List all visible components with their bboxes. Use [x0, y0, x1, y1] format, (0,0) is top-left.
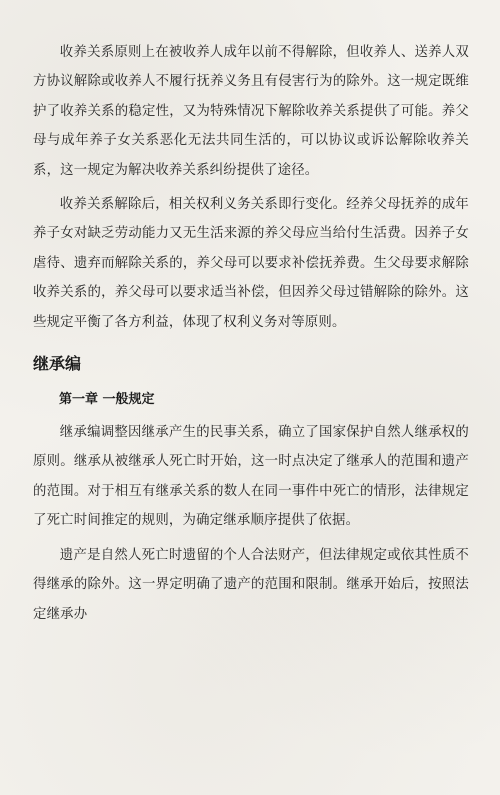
section-title: 继承编	[33, 354, 82, 374]
paragraph-estate-definition: 遗产是自然人死亡时遗留的个人合法财产，但法律规定或依其性质不得继承的除外。这一界定明确了遗产的范围和限制。继承开始后，按照法定继承办	[33, 547, 469, 622]
chapter-title: 第一章 一般规定	[59, 392, 155, 408]
paragraph-adoption-dissolution: 收养关系原则上在被收养人成年以前不得解除，但收养人、送养人双方协议解除或收养人不履行抚养义务且有侵害行为的除外。这一规定既维护了收养关系的稳定性，又为特殊情况下解除收养关系提供了可能。养父母与成年养子女关系恶化无法共同生活的，可以协议或诉讼解除收养关系，这一规定为解决收养关系纠纷提供了途径。	[33, 45, 469, 178]
paragraph-adoption-consequences: 收养关系解除后，相关权利义务关系即行变化。经养父母抚养的成年养子女对缺乏劳动能力又无生活来源的养父母应当给付生活费。因养子女虐待、遗弃而解除关系的，养父母可以要求补偿抚养费。生父母要求解除收养关系的，养父母可以要求适当补偿，但因养父母过错解除的除外。这些规定平衡了各方利益，体现了权利义务对等原则。	[33, 197, 469, 330]
paragraph-inheritance-scope: 继承编调整因继承产生的民事关系，确立了国家保护自然人继承权的原则。继承从被继承人死亡时开始，这一时点决定了继承人的范围和遗产的范围。对于相互有继承关系的数人在同一事件中死亡的情形，法律规定了死亡时间推定的规则，为确定继承顺序提供了依据。	[33, 425, 469, 529]
